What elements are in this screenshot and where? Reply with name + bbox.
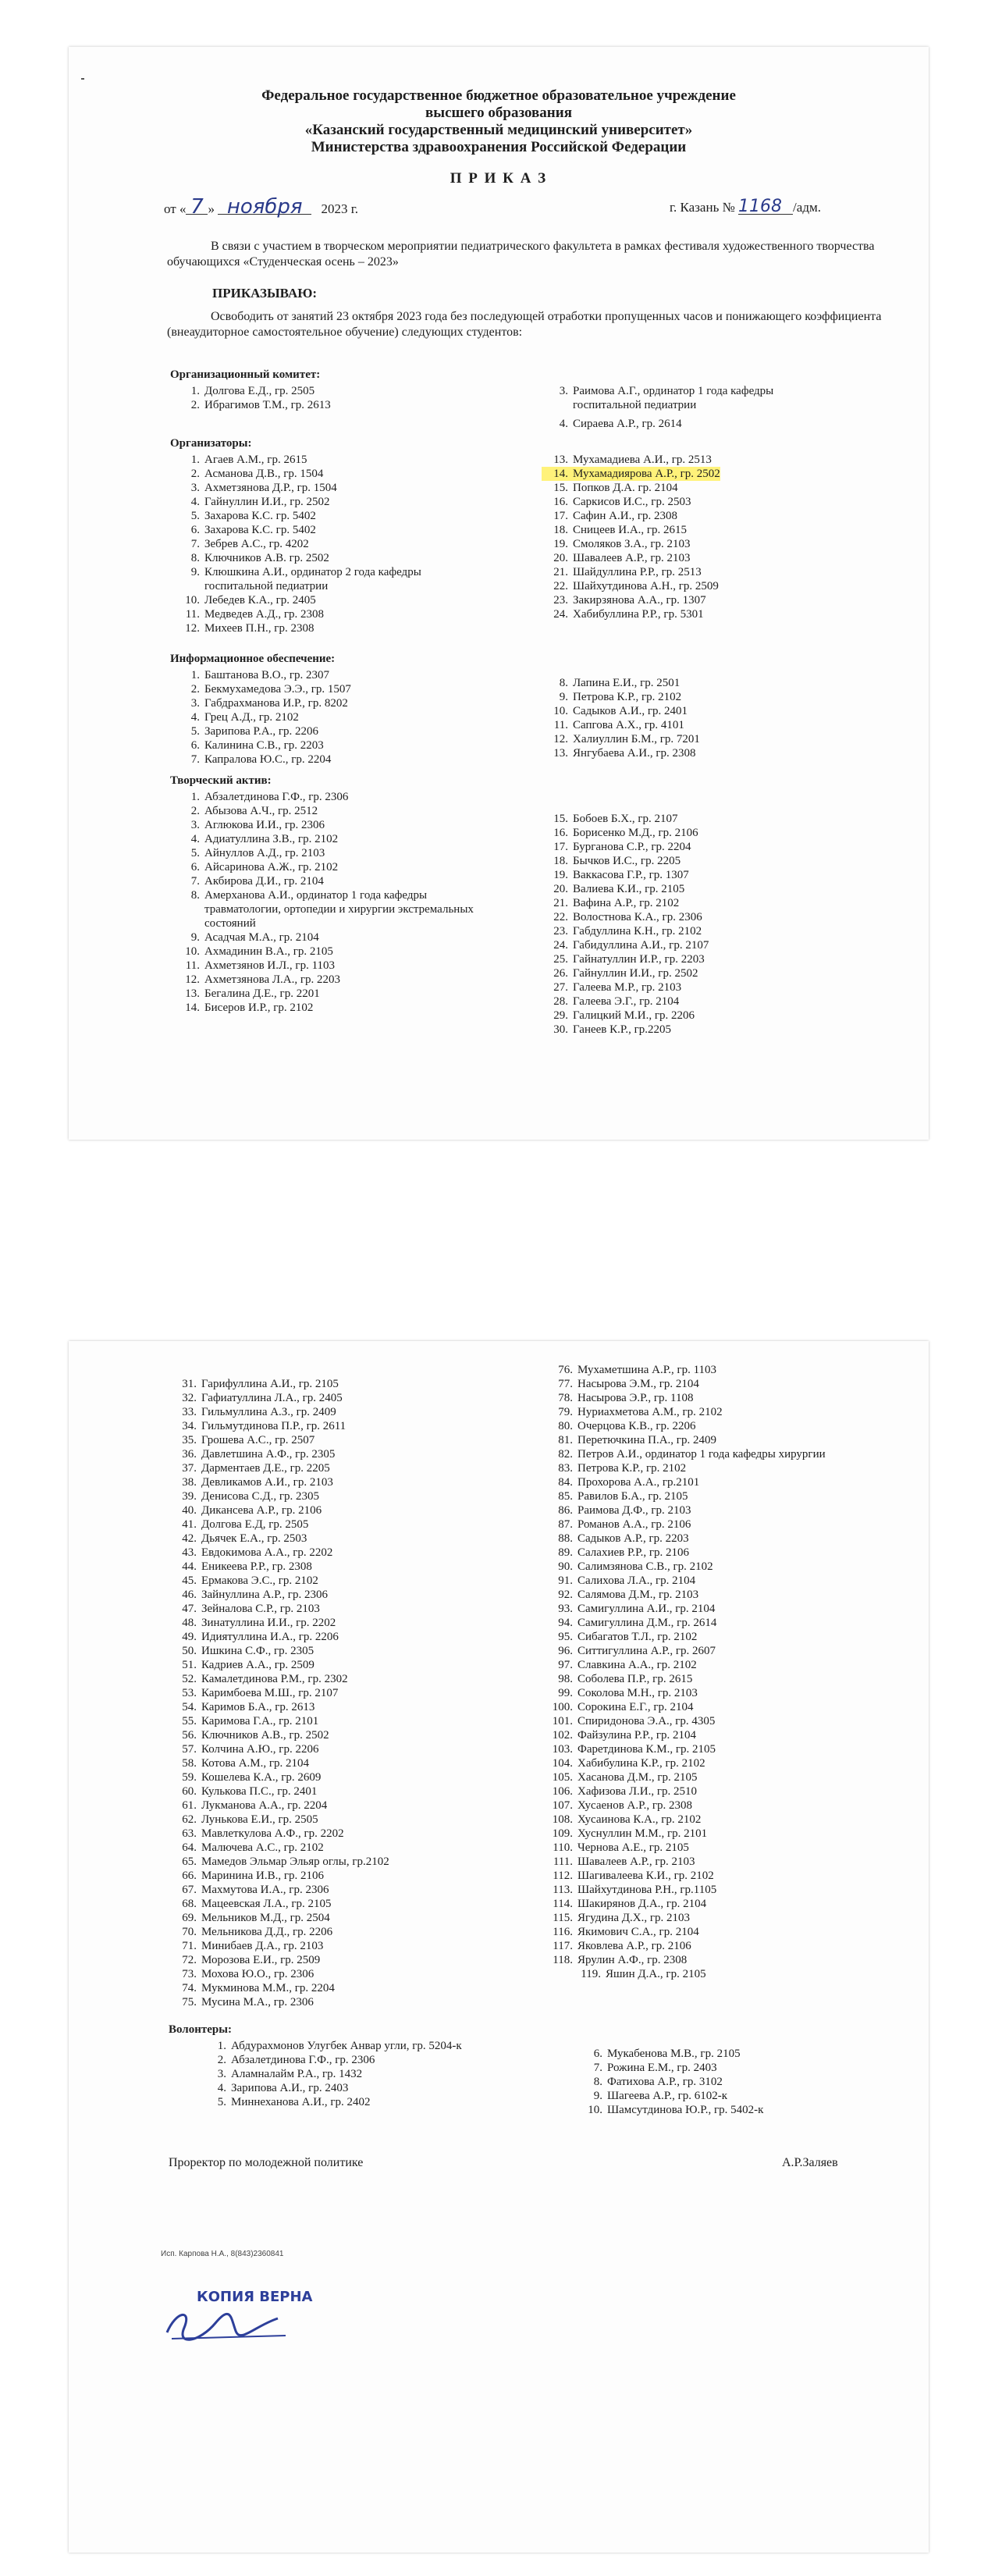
list-item: 75. Мусина М.А., гр. 2306 <box>182 1996 314 2008</box>
list-item: 103. Фаретдинова К.М., гр. 2105 <box>552 1743 716 1756</box>
list-item: 78. Насырова Э.Р., гр. 1108 <box>558 1392 694 1404</box>
stamp-text: КОПИЯ ВЕРНА <box>197 2289 313 2305</box>
list-item: 4. Грец А.Д., гр. 2102 <box>190 711 299 724</box>
org-committee-left-list <box>173 384 331 412</box>
list-item: 108. Хусаинова К.А., гр. 2102 <box>552 1813 702 1826</box>
list-item: 10. Шамсутдинова Ю.Р., гр. 5402-к <box>588 2104 764 2116</box>
list-item: 21. Шайдуллина Р.Р., гр. 2513 <box>553 566 702 578</box>
info-support-left-list <box>173 668 351 767</box>
list-item: 119. Яшин Д.А., гр. 2105 <box>581 1968 706 1980</box>
list-item: 65. Мамедов Эльмар Эльяр оглы, гр.2102 <box>182 1856 389 1868</box>
list-item: 42. Дьячек Е.А., гр. 2503 <box>182 1532 307 1545</box>
list-item: 18. Сницеев И.А., гр. 2615 <box>553 524 688 536</box>
section-organizers-title: Организаторы: <box>170 437 252 450</box>
creative-left-list <box>173 790 517 1015</box>
order-year: 2023 г. <box>321 201 359 216</box>
list-item: 26. Гайнуллин И.И., гр. 2502 <box>553 967 698 980</box>
volunteers-left-list <box>200 2039 496 2109</box>
list-item: 2. Абзалетдинова Г.Ф., гр. 2306 <box>217 2054 375 2066</box>
list-item: 17. Сафин А.И., гр. 2308 <box>553 510 678 522</box>
order-number <box>670 197 821 216</box>
list-item: 1. Абзалетдинова Г.Ф., гр. 2306 <box>190 791 349 803</box>
list-item: 83. Петрова К.Р., гр. 2102 <box>558 1462 687 1475</box>
list-item: 66. Маринина И.В., гр. 2106 <box>182 1870 325 1882</box>
list-item: 20. Шавалеев А.Р., гр. 2103 <box>553 552 691 564</box>
list-item: 67. Махмутова И.А., гр. 2306 <box>182 1884 329 1896</box>
order-number-value: 1168 <box>738 200 793 215</box>
list-item: 6. Айсаринова А.Ж., гр. 2102 <box>190 861 339 873</box>
list-item: 52. Камалетдинова Р.М., гр. 2302 <box>182 1673 348 1685</box>
list-item: 9. Асадчая М.А., гр. 2104 <box>190 931 319 944</box>
list-item: 96. Ситтигуллина А.Р., гр. 2607 <box>558 1645 716 1657</box>
signer-name: А.Р.Заляев <box>782 2156 838 2169</box>
list-item: 11. Ахметзянов И.Л., гр. 1103 <box>185 959 336 972</box>
list-item: 9. Клюшкина А.И., ординатор 2 года кафедры госпитальной педиатрии <box>190 566 421 592</box>
list-item: 11. Сапгова А.Х., гр. 4101 <box>553 719 684 731</box>
list-item: 15. Бобоев Б.Х., гр. 2107 <box>553 813 678 825</box>
list-item: 40. Диканcева А.Р., гр. 2106 <box>182 1504 322 1517</box>
list-item: 9. Петрова К.Р., гр. 2102 <box>559 691 682 703</box>
list-item: 84. Прохорова А.А., гр.2101 <box>558 1476 700 1489</box>
list-item: 25. Гайнатуллин И.Р., гр. 2203 <box>553 953 705 966</box>
list-item: 18. Бычков И.С., гр. 2205 <box>553 855 681 867</box>
list-item: 77. Насырова Э.М., гр. 2104 <box>558 1378 699 1390</box>
list-item: 55. Каримова Г.А., гр. 2101 <box>182 1715 319 1727</box>
list-item: 15. Попков Д.А. гр. 2104 <box>553 482 678 494</box>
organizers-right-list <box>542 453 720 621</box>
list-item: 4. Адиатуллина З.В., гр. 2102 <box>190 833 339 845</box>
list-item: 38. Девликамов А.И., гр. 2103 <box>182 1476 333 1489</box>
list-item: 85. Равилов Б.А., гр. 2105 <box>558 1490 688 1503</box>
list-item: 19. Ваккасова Г.Р., гр. 1307 <box>553 869 689 881</box>
list-item: 23. Габдуллина К.Н., гр. 2102 <box>553 925 702 938</box>
list-item: 73. Мохова Ю.О., гр. 2306 <box>182 1968 314 1980</box>
list-item: 41. Долгова Е.Д, гр. 2505 <box>182 1518 309 1531</box>
list-item: 7. Акбирова Д.И., гр. 2104 <box>190 875 324 888</box>
creative-left-list-continued <box>170 1377 389 2009</box>
list-item: 37. Дарментаев Д.Е., гр. 2205 <box>182 1462 330 1475</box>
list-item: 4. Сираева А.Р., гр. 2614 <box>559 418 682 430</box>
list-item: 110. Чернова А.Е., гр. 2105 <box>553 1841 689 1854</box>
list-item: 11. Медведев А.Д., гр. 2308 <box>185 608 325 621</box>
list-item: 8. Лапина Е.И., гр. 2501 <box>559 677 681 689</box>
list-item: 63. Мавлеткулова А.Ф., гр. 2202 <box>182 1827 344 1840</box>
list-item: 6. Захарова К.С. гр. 5402 <box>190 524 316 536</box>
list-item: 4. Гайнуллин И.И., гр. 2502 <box>190 496 330 508</box>
list-item: 107. Хусаенов А.Р., гр. 2308 <box>552 1799 692 1812</box>
list-item: 2. Бекмухамедова Э.Э., гр. 1507 <box>190 683 351 696</box>
list-item: 71. Минибаев Д.А., гр. 2103 <box>182 1940 324 1952</box>
list-item: 118. Ярулин А.Ф., гр. 2308 <box>553 1954 688 1966</box>
list-item: 100. Сорокина Е.Г., гр. 2104 <box>552 1701 694 1713</box>
list-item: 16. Борисенко М.Д., гр. 2106 <box>553 827 698 839</box>
list-item: 102. Файзулина Р.Р., гр. 2104 <box>552 1729 697 1742</box>
list-item: 58. Котова А.М., гр. 2104 <box>182 1757 310 1770</box>
list-item: 76. Мухаметшина А.Р., гр. 1103 <box>558 1364 717 1376</box>
list-item: 2. Абызова А.Ч., гр. 2512 <box>190 805 318 817</box>
list-item: 91. Салихова Л.А., гр. 2104 <box>558 1574 696 1587</box>
list-item: 62. Лунькова Е.И., гр. 2505 <box>182 1813 318 1826</box>
list-item: 5. Айнуллов А.Д., гр. 2103 <box>190 847 325 859</box>
list-item: 30. Ганеев К.Р., гр.2205 <box>553 1023 672 1036</box>
list-item: 81. Перетючкина П.А., гр. 2409 <box>558 1434 716 1446</box>
clause-paragraph: Освободить от занятий 23 октября 2023 года без последующей отработки пропущенных часов и понижающего коэффициента (внеаудиторное самостоятельное обучение) следующих студентов: <box>167 310 882 339</box>
list-item: 2. Ибрагимов Т.М., гр. 2613 <box>190 399 331 411</box>
signer-position: Проректор по молодежной политике <box>169 2156 364 2169</box>
list-item: 29. Галицкий М.И., гр. 2206 <box>553 1009 695 1022</box>
list-item: 22. Шайхутдинова А.Н., гр. 2509 <box>553 580 719 592</box>
list-item: 6. Калинина С.В., гр. 2203 <box>190 739 324 752</box>
list-item: 16. Саркисов И.С., гр. 2503 <box>553 496 691 508</box>
list-item: 1. Абдурахмонов Улугбек Анвар угли, гр. 5204-к <box>217 2040 462 2052</box>
list-item: 8. Фатихова А.Р., гр. 3102 <box>593 2076 723 2088</box>
list-item: 5. Миннеханова А.И., гр. 2402 <box>217 2096 371 2108</box>
list-item: 39. Денисова С.Д., гр. 2305 <box>182 1490 319 1503</box>
list-item: 106. Хафизова Л.И., гр. 2510 <box>552 1785 698 1798</box>
list-item: 10. Садыков А.И., гр. 2401 <box>553 705 688 717</box>
list-item: 21. Вафина А.Р., гр. 2102 <box>553 897 680 909</box>
list-item: 13. Мухамадиева А.И., гр. 2513 <box>553 454 712 466</box>
volunteers-right-list <box>576 2047 763 2117</box>
list-item: 31. Гарифуллина А.И., гр. 2105 <box>182 1378 339 1390</box>
list-item: 19. Смоляков З.А., гр. 2103 <box>553 538 691 550</box>
list-item: 4. Зарипова А.И., гр. 2403 <box>217 2082 349 2094</box>
list-item: 7. Рожина Е.М., гр. 2403 <box>593 2062 717 2074</box>
list-item: 54. Каримов Б.А., гр. 2613 <box>182 1701 315 1713</box>
list-item: 23. Закирзянова А.А., гр. 1307 <box>553 594 706 607</box>
list-item: 12. Михеев П.Н., гр. 2308 <box>185 622 314 635</box>
section-info-support-title: Информационное обеспечение: <box>170 653 336 665</box>
list-item: 7. Зебрев А.С., гр. 4202 <box>190 538 309 550</box>
page-1 <box>69 47 929 1140</box>
list-item: 97. Славкина А.А., гр. 2102 <box>558 1659 697 1671</box>
order-suffix: /адм. <box>793 200 821 215</box>
list-item: 72. Морозова Е.И., гр. 2509 <box>182 1954 321 1966</box>
list-item: 47. Зейналова С.Р., гр. 2103 <box>182 1603 320 1615</box>
list-item: 33. Гильмуллина А.З., гр. 2409 <box>182 1406 336 1418</box>
list-item: 116. Якимович С.А., гр. 2104 <box>553 1926 699 1938</box>
list-item: 90. Салимзянова С.В., гр. 2102 <box>558 1560 713 1573</box>
list-item: 2. Асманова Д.В., гр. 1504 <box>190 468 324 480</box>
list-item: 32. Гафиатуллина Л.А., гр. 2405 <box>182 1392 343 1404</box>
list-item: 70. Мельникова Д.Д., гр. 2206 <box>182 1926 333 1938</box>
header-line-4: Министерства здравоохранения Российской Федерации <box>311 139 687 155</box>
list-item: 69. Мельников М.Д., гр. 2504 <box>182 1912 330 1924</box>
list-item: 8. Амерханова А.И., ординатор 1 года кафедры травматологии, ортопедии и хирургии экстремальных состояний <box>190 889 474 930</box>
list-item: 17. Бурганова С.Р., гр. 2204 <box>553 841 691 853</box>
list-item: 104. Хабибулина К.Р., гр. 2102 <box>552 1757 705 1770</box>
list-item: 92. Салямова Д.М., гр. 2103 <box>558 1589 699 1601</box>
list-item: 115. Ягудина Д.Х., гр. 2103 <box>553 1912 691 1924</box>
list-item: 20. Валиева К.И., гр. 2105 <box>553 883 685 895</box>
list-item: 35. Грошева А.С., гр. 2507 <box>182 1434 315 1446</box>
creative-right-list-continued <box>546 1363 890 1981</box>
list-item: 24. Габидуллина А.И., гр. 2107 <box>553 939 709 952</box>
list-item: 113. Шайхутдинова Р.Н., гр.1105 <box>553 1884 717 1896</box>
list-item: 43. Евдокимова А.А., гр. 2202 <box>182 1546 333 1559</box>
list-item: 59. Кошелева К.А., гр. 2609 <box>182 1771 322 1784</box>
order-day: 7 <box>186 200 208 215</box>
list-item: 3. Ахметзянова Д.Р., гр. 1504 <box>190 482 337 494</box>
section-creative-title: Творческий актив: <box>170 774 272 787</box>
list-item: 28. Галеева Э.Г., гр. 2104 <box>553 995 680 1008</box>
list-item: 13. Янгубаева А.И., гр. 2308 <box>553 747 696 760</box>
creative-right-list <box>542 812 709 1037</box>
list-item: 53. Каримбоева М.Ш., гр. 2107 <box>182 1687 339 1699</box>
list-item: 46. Зайнуллина А.Р., гр. 2306 <box>182 1589 328 1601</box>
org-committee-right-list <box>542 384 799 431</box>
list-item: 87. Романов А.А., гр. 2106 <box>558 1518 691 1531</box>
document-type: П Р И К А З <box>450 170 548 187</box>
list-item: 86. Раимова Д.Ф., гр. 2103 <box>558 1504 691 1517</box>
list-item: 1. Агаев А.М., гр. 2615 <box>190 454 307 466</box>
list-item: 45. Ермакова Э.С., гр. 2102 <box>182 1574 318 1587</box>
list-item: 5. Захарова К.С. гр. 5402 <box>190 510 316 522</box>
header-line-1: Федеральное государственное бюджетное образовательное учреждение <box>261 87 736 104</box>
scan-speck <box>81 78 84 80</box>
list-item: 82. Петров А.И., ординатор 1 года кафедры хирургии <box>558 1448 826 1461</box>
list-item: 114. Шакирянов Д.А., гр. 2104 <box>553 1898 707 1910</box>
prikazyvayu: ПРИКАЗЫВАЮ: <box>212 286 318 301</box>
list-item: 74. Мукминова М.М., гр. 2204 <box>182 1982 335 1994</box>
executor-line: Исп. Карпова Н.А., 8(843)2360841 <box>161 2250 284 2258</box>
list-item: 68. Мацеевская Л.А., гр. 2105 <box>182 1898 332 1910</box>
intro-paragraph: В связи с участием в творческом мероприятии педиатрического факультета в рамках фестиваля художественного творчества обучающихся «Студенческая осень – 2023» <box>167 240 875 269</box>
header-line-3: «Казанский государственный медицинский университет» <box>304 122 693 138</box>
list-item: 48. Зинатуллина И.И., гр. 2202 <box>182 1617 336 1629</box>
list-item: 6. Мукабенова М.В., гр. 2105 <box>593 2048 741 2060</box>
list-item: 36. Давлетшина А.Ф., гр. 2305 <box>182 1448 336 1461</box>
organizers-left-list <box>173 453 517 635</box>
list-item: 80. Очерцова К.В., гр. 2206 <box>558 1420 696 1432</box>
list-item: 5. Зарипова Р.А., гр. 2206 <box>190 725 318 738</box>
list-item: 105. Хасанова Д.М., гр. 2105 <box>552 1771 698 1784</box>
list-item: 22. Волостнова К.А., гр. 2306 <box>553 911 702 923</box>
list-item: 111. Шавалеев А.Р., гр. 2103 <box>553 1856 695 1868</box>
list-item: 117. Яковлева А.Р., гр. 2106 <box>553 1940 691 1952</box>
copy-stamp <box>161 2287 313 2350</box>
list-item: 101. Спиридонова Э.А., гр. 4305 <box>552 1715 716 1727</box>
list-item: 79. Нуриахметова А.М., гр. 2102 <box>558 1406 723 1418</box>
list-item: 27. Галеева М.Р., гр. 2103 <box>553 981 682 994</box>
list-item: 93. Самигуллина А.И., гр. 2104 <box>558 1603 716 1615</box>
list-item: 10. Ахмадинин В.А., гр. 2105 <box>185 945 333 958</box>
list-item: 94. Самигуллина Д.М., гр. 2614 <box>558 1617 717 1629</box>
list-item: 12. Ахметзянова Л.А., гр. 2203 <box>185 973 341 986</box>
list-item: 1. Баштанова В.О., гр. 2307 <box>190 669 330 681</box>
list-item: 1. Долгова Е.Д., гр. 2505 <box>190 385 315 397</box>
list-item: 51. Кадриев А.А., гр. 2509 <box>182 1659 314 1671</box>
list-item: 64. Малючева А.С., гр. 2102 <box>182 1841 324 1854</box>
list-item: 95. Сибагатов Т.Л., гр. 2102 <box>558 1631 698 1643</box>
order-city: г. Казань № <box>670 200 735 215</box>
list-item: 24. Хабибуллина Р.Р., гр. 5301 <box>553 608 704 621</box>
list-item: 12. Халиуллин Б.М., гр. 7201 <box>553 733 700 745</box>
order-date: от « 7 » ноября 2023 г. <box>164 195 359 219</box>
section-volunteers-title: Волонтеры: <box>169 2023 232 2036</box>
list-item: 3. Раимова А.Г., ординатор 1 года кафедры госпитальной педиатрии <box>559 385 774 411</box>
page-2 <box>69 1341 929 2553</box>
list-item: 14. Бисеров И.Р., гр. 2102 <box>185 1002 314 1014</box>
list-item: 109. Хуснуллин М.М., гр. 2101 <box>552 1827 708 1840</box>
list-item: 34. Гильмутдинова П.Р., гр. 2611 <box>182 1420 346 1432</box>
section-org-committee-title: Организационный комитет: <box>170 368 321 381</box>
header-line-2: высшего образования <box>425 105 572 121</box>
list-item: 89. Салахиев Р.Р., гр. 2106 <box>558 1546 690 1559</box>
list-item: 7. Капралова Ю.С., гр. 2204 <box>190 753 332 766</box>
list-item: 8. Ключников А.В. гр. 2502 <box>190 552 329 564</box>
list-item-highlighted: 14. Мухамадиярова А.Р., гр. 2502 <box>542 467 720 481</box>
order-month: ноября <box>218 200 311 215</box>
list-item: 99. Соколова М.Н., гр. 2103 <box>558 1687 698 1699</box>
list-item: 60. Кулькова П.С., гр. 2401 <box>182 1785 318 1798</box>
info-support-right-list <box>542 676 700 760</box>
order-from: от <box>164 201 176 216</box>
list-item: 61. Лукманова А.А., гр. 2204 <box>182 1799 328 1812</box>
list-item: 57. Колчина А.Ю., гр. 2206 <box>182 1743 319 1756</box>
list-item: 44. Еникеева Р.Р., гр. 2308 <box>182 1560 312 1573</box>
list-item: 3. Аглюкова И.И., гр. 2306 <box>190 819 325 831</box>
list-item: 49. Идиятуллина И.А., гр. 2206 <box>182 1631 339 1643</box>
list-item: 88. Садыков А.Р., гр. 2203 <box>558 1532 689 1545</box>
list-item: 112. Шагивалеева К.И., гр. 2102 <box>553 1870 714 1882</box>
list-item: 56. Ключников А.В., гр. 2502 <box>182 1729 329 1742</box>
list-item: 50. Ишкина С.Ф., гр. 2305 <box>182 1645 314 1657</box>
list-item: 3. Аламналайм Р.А., гр. 1432 <box>217 2068 363 2080</box>
list-item: 13. Бегалина Д.Е., гр. 2201 <box>185 987 320 1000</box>
list-item: 10. Лебедев К.А., гр. 2405 <box>185 594 316 607</box>
list-item: 9. Шагеева А.Р., гр. 6102-к <box>593 2090 728 2102</box>
list-item: 3. Габдрахманова И.Р., гр. 8202 <box>190 697 348 710</box>
list-item: 98. Соболева П.Р., гр. 2615 <box>558 1673 693 1685</box>
